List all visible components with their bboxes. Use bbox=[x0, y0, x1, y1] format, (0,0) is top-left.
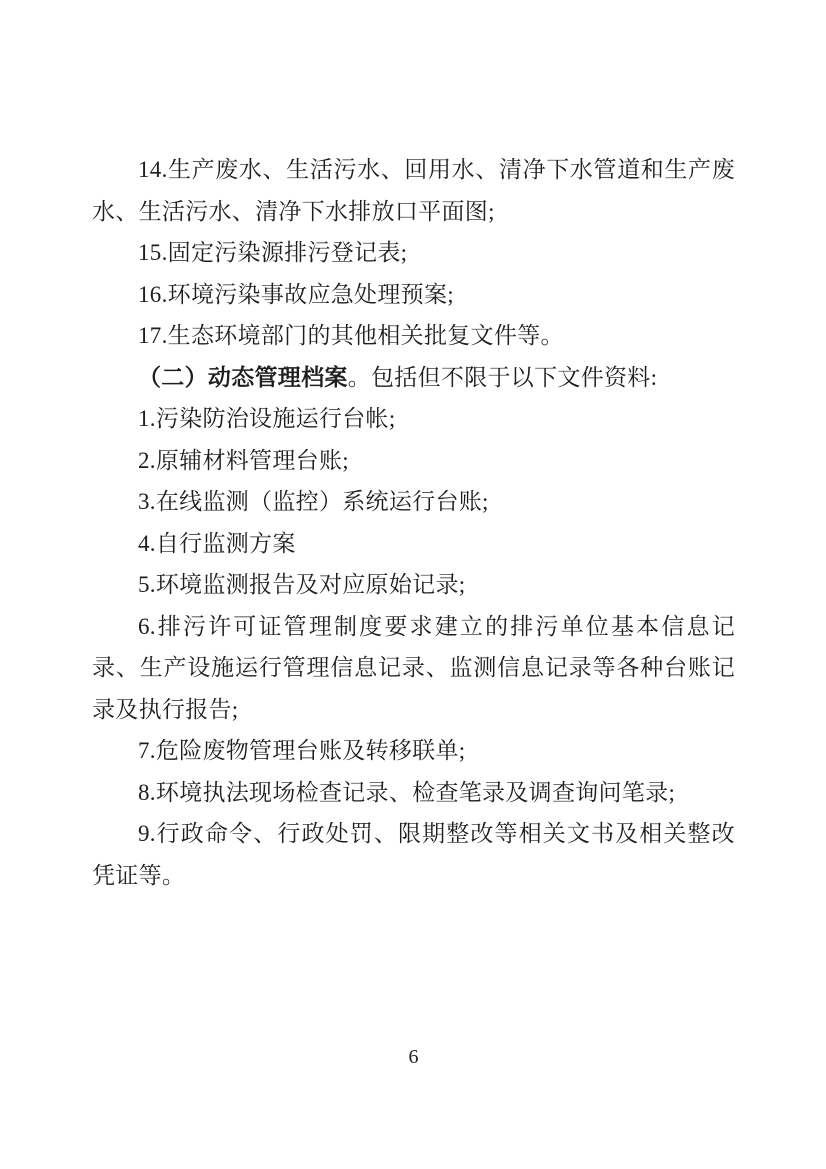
list-item-1: 1.污染防治设施运行台帐; bbox=[138, 406, 396, 431]
list-item-16: 16.环境污染事故应急处理预案; bbox=[138, 281, 454, 307]
section-heading bbox=[92, 357, 735, 399]
list-item-6: 6.排污许可证管理制度要求建立的排污单位基本信息记录、生产设施运行管理信息记录、监测信息记录等各种台账记录及执行报告; bbox=[92, 613, 735, 722]
page-number: 6 bbox=[408, 1046, 419, 1068]
list-item-7: 7.危险废物管理台账及转移联单; bbox=[138, 738, 466, 763]
list-item-5: 5.环境监测报告及对应原始记录; bbox=[138, 572, 466, 597]
list-item-17: 17.生态环境部门的其他相关批复文件等。 bbox=[138, 323, 564, 348]
list-item-4: 4.自行监测方案 bbox=[138, 530, 296, 556]
list-item-2: 2.原辅材料管理台账; bbox=[138, 447, 349, 473]
section-heading-rest: 。包括但不限于以下文件资料: bbox=[347, 364, 658, 390]
document-body bbox=[92, 149, 735, 896]
section-heading-title: （二）动态管理档案 bbox=[138, 364, 348, 390]
list-item-3: 3.在线监测（监控）系统运行台账; bbox=[138, 489, 489, 514]
list-item-14: 14.生产废水、生活污水、回用水、清净下水管道和生产废水、生活污水、清净下水排放口平面图; bbox=[92, 157, 735, 224]
list-item-15: 15.固定污染源排污登记表; bbox=[138, 240, 408, 265]
list-item-9: 9.行政命令、行政处罚、限期整改等相关文书及相关整改凭证等。 bbox=[92, 821, 735, 888]
list-item-8: 8.环境执法现场检查记录、检查笔录及调查询问笔录; bbox=[138, 779, 676, 805]
